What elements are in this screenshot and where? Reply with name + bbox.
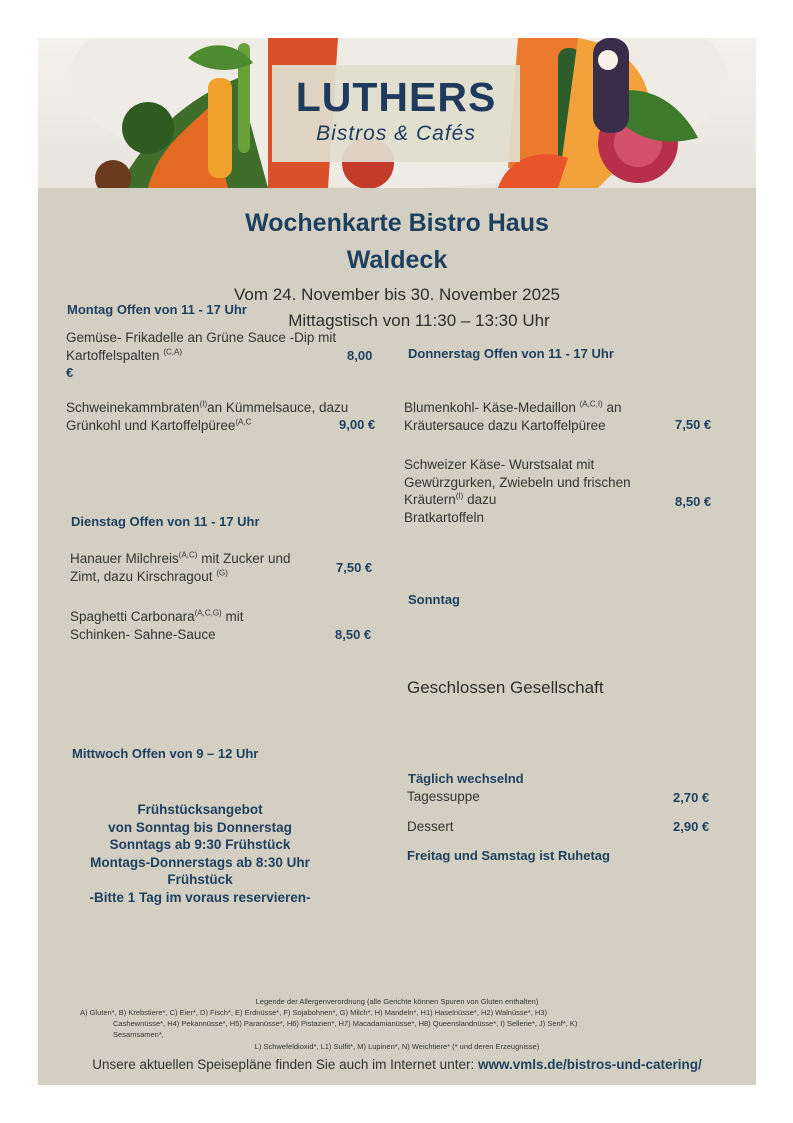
thursday-dish-2 xyxy=(404,456,669,526)
allergen-code: (I) xyxy=(455,491,464,501)
daily-soup: Tagessuppe xyxy=(407,789,480,804)
monday-dish-2-price: 9,00 € xyxy=(339,417,376,432)
footer-link[interactable]: www.vmls.de/bistros-und-catering/ xyxy=(477,1057,702,1072)
thursday-dish-1 xyxy=(404,399,664,434)
monday-dish-1-line1: Gemüse- Frikadelle an Grüne Sauce -Dip mit xyxy=(66,330,337,345)
monday-dish-2-line1-rest: an Kümmelsauce, dazu xyxy=(207,400,349,415)
tuesday-dish-2-line1-rest: mit xyxy=(221,609,244,624)
page-title-line1: Wochenkarte Bistro Haus xyxy=(245,209,549,237)
allergen-legend-line2: Cashewnüsse*, H4) Pekannüsse*, H5) Paranüsse*, H6) Pistazien*, H7) Macadamianüsse*, H8) Queenslandnüsse*, I) Sellerie*, J) Senf*, K) xyxy=(113,1019,578,1028)
thursday-dish-1-line1-rest: an xyxy=(602,400,622,415)
allergen-code: (A,C,G) xyxy=(194,608,222,618)
tuesday-dish-2-price: 8,50 € xyxy=(335,627,372,642)
allergen-code: (C,A) xyxy=(163,347,183,356)
monday-dish-1-line2: Kartoffelspalten xyxy=(66,347,160,363)
thursday-dish-1-price: 7,50 € xyxy=(675,417,712,432)
tuesday-dish-1-line1-rest: mit Zucker und xyxy=(197,551,291,566)
thursday-dish-1-line2: Kräutersauce dazu Kartoffelpüree xyxy=(404,417,606,433)
footer-text: Unsere aktuellen Speisepläne finden Sie auch im Internet unter: xyxy=(92,1057,478,1072)
monday-heading: Montag Offen von 11 - 17 Uhr xyxy=(67,302,247,317)
date-range: Vom 24. November bis 30. November 2025 xyxy=(233,285,560,304)
thursday-dish-2-line3: Kräutern xyxy=(404,492,456,507)
thursday-heading: Donnerstag Offen von 11 - 17 Uhr xyxy=(408,346,614,361)
thursday-dish-1-line1: Blumenkohl- Käse-Medaillon xyxy=(404,400,576,415)
wednesday-heading: Mittwoch Offen von 9 – 12 Uhr xyxy=(72,746,259,761)
breakfast-line2: von Sonntag bis Donnerstag xyxy=(108,819,292,835)
breakfast-line4: Montags-Donnerstags ab 8:30 Uhr xyxy=(90,854,310,870)
monday-dish-2 xyxy=(66,399,386,434)
brand-tagline: Bistros & Cafés xyxy=(316,122,476,145)
daily-heading: Täglich wechselnd xyxy=(408,771,524,786)
breakfast-line5: Frühstück xyxy=(167,872,233,887)
allergen-legend-line3: Sesamsamen*, xyxy=(113,1030,164,1039)
sunday-closed-note: Geschlossen Gesellschaft xyxy=(407,678,604,697)
monday-dish-1-currency: € xyxy=(66,365,74,380)
tuesday-dish-2-line1: Spaghetti Carbonara xyxy=(70,609,195,624)
allergen-legend-line4: L) Schwefeldioxid*, L1) Sulfit*, M) Lupinen*, N) Weichtiere* (* und deren Erzeugnisse) xyxy=(254,1042,540,1051)
tuesday-dish-1 xyxy=(70,550,330,585)
tuesday-dish-2-line2: Schinken- Sahne-Sauce xyxy=(70,626,216,642)
thursday-dish-2-price: 8,50 € xyxy=(675,494,712,509)
monday-dish-1 xyxy=(66,329,366,364)
daily-dessert: Dessert xyxy=(407,819,454,834)
thursday-dish-2-line2: Gewürzgurken, Zwiebeln und frischen xyxy=(404,474,631,490)
allergen-code: (I) xyxy=(199,399,208,409)
logo xyxy=(272,65,520,162)
breakfast-line1: Frühstücksangebot xyxy=(137,802,263,817)
tuesday-dish-1-price: 7,50 € xyxy=(336,560,373,575)
page-title-line2: Waldeck xyxy=(346,246,448,274)
lunch-time: Mittagstisch von 11:30 – 13:30 Uhr xyxy=(288,311,550,330)
allergen-legend-line1: A) Gluten*, B) Krebstiere*, C) Eier*, D) Fisch*, E) Erdnüsse*, F) Sojabohnen*, G) Milch*, H) Mandeln*, H1) Haselnüsse*, H2) Walnüsse*, H3) xyxy=(80,1008,547,1017)
thursday-dish-2-line3-rest: dazu xyxy=(463,492,497,507)
breakfast-offer xyxy=(60,801,340,906)
daily-soup-price: 2,70 € xyxy=(673,790,710,805)
tuesday-dish-2 xyxy=(70,608,330,643)
daily-dessert-price: 2,90 € xyxy=(673,819,710,834)
allergen-legend xyxy=(80,1007,720,1040)
rest-day-note: Freitag und Samstag ist Ruhetag xyxy=(407,848,610,863)
allergen-code: (A,C xyxy=(235,417,252,426)
tuesday-dish-1-line1: Hanauer Milchreis xyxy=(70,551,179,566)
tuesday-heading: Dienstag Offen von 11 - 17 Uhr xyxy=(71,514,260,529)
monday-dish-2-line2: Grünkohl und Kartoffelpüree xyxy=(66,417,236,433)
thursday-dish-2-line4: Bratkartoffeln xyxy=(404,509,485,525)
monday-dish-2-line1: Schweinekammbraten xyxy=(66,400,200,415)
breakfast-line6: -Bitte 1 Tag im voraus reservieren- xyxy=(89,889,311,905)
allergen-code: (A,C) xyxy=(178,550,198,560)
sunday-heading: Sonntag xyxy=(408,592,460,607)
allergen-legend-title: Legende der Allergenverordnung (alle Gerichte können Spuren von Gluten enthalten) xyxy=(255,997,539,1006)
footer xyxy=(38,1057,756,1072)
tuesday-dish-1-line2: Zimt, dazu Kirschragout xyxy=(70,568,213,584)
thursday-dish-2-line1: Schweizer Käse- Wurstsalat mit xyxy=(404,457,595,472)
monday-dish-1-price: 8,00 xyxy=(347,348,373,363)
brand-name: LUTHERS xyxy=(295,74,497,120)
allergen-code: (G) xyxy=(216,568,228,577)
breakfast-line3: Sonntags ab 9:30 Frühstück xyxy=(109,837,291,852)
allergen-code: (A,C,I) xyxy=(579,399,603,409)
